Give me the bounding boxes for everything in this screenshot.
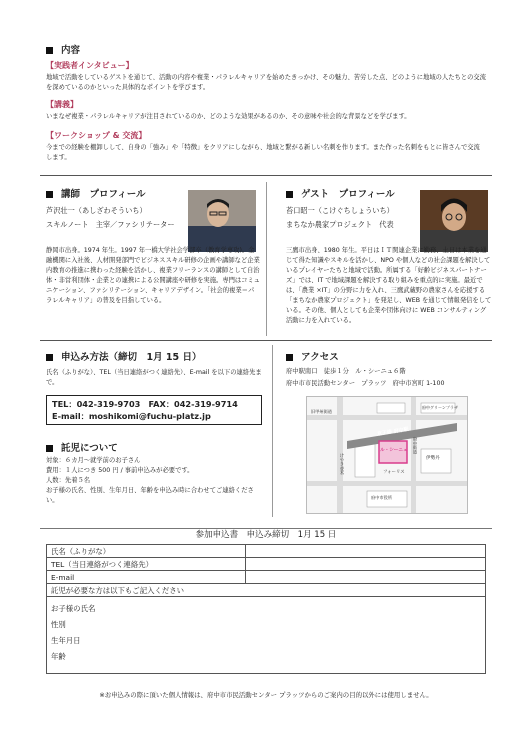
field-input-name[interactable] bbox=[246, 545, 486, 558]
email-address[interactable]: E-mail：moshikomi@fuchu-platz.jp bbox=[52, 411, 211, 421]
childcare-lines bbox=[46, 456, 262, 506]
childcare-capacity: 人数：先着５名 bbox=[46, 477, 91, 484]
guest-name: 苔口昭一（こけぐちしょういち） bbox=[286, 206, 394, 215]
map-isetan-label: 伊勢丹 bbox=[426, 456, 440, 461]
square-bullet-icon bbox=[46, 445, 53, 452]
lecturer-name: 芦沢壮一（あしざわそういち） bbox=[46, 206, 147, 215]
section-title-interview: 【実践者インタビュー】 bbox=[46, 61, 134, 70]
column-divider bbox=[272, 345, 273, 517]
map-keyaki-label: けやき並木 bbox=[339, 453, 344, 475]
guest-role: まちなか農家プロジェクト 代表 bbox=[286, 220, 394, 229]
child-birthday-label: 生年月日 bbox=[51, 636, 81, 645]
content-heading: 内容 bbox=[46, 42, 80, 56]
application-form bbox=[46, 544, 486, 674]
form-row-email bbox=[47, 571, 486, 584]
section-title-lecture: 【講義】 bbox=[46, 100, 78, 109]
square-bullet-icon bbox=[286, 354, 293, 361]
apply-text: 氏名（ふりがな）、TEL（当日連絡がつく連絡先）、E-mail を以下の連絡先まで。 bbox=[46, 369, 262, 386]
field-input-tel[interactable] bbox=[246, 558, 486, 571]
section-title-workshop: 【ワークショップ & 交流】 bbox=[46, 131, 147, 140]
guest-heading: ゲスト プロフィール bbox=[286, 186, 395, 200]
form-title: 参加申込書 申込み締切 1月 15 日 bbox=[0, 522, 532, 541]
square-bullet-icon bbox=[286, 191, 293, 198]
square-bullet-icon bbox=[46, 47, 53, 54]
divider bbox=[40, 340, 492, 341]
section-text-interview: 地域で活動をしているゲストを通じて、活動の内容や複業・パラレルキャリアを始めたきっかけ、その魅力、苦労した点、どのように地域の人たちとの交流を深めているのかといった具体的なポイントを学びます。 bbox=[46, 74, 486, 91]
childcare-target: 対象：６カ月～就学前のお子さん bbox=[46, 457, 141, 464]
square-bullet-icon bbox=[46, 354, 53, 361]
map-building-label: ル・シーニュ bbox=[380, 448, 408, 453]
apply-heading: 申込み方法（締切 1月 15 日） bbox=[46, 349, 201, 363]
contact-box bbox=[46, 395, 262, 425]
guest-photo bbox=[420, 190, 488, 252]
map-kyuko-label: 旧甲州街道 bbox=[311, 409, 332, 414]
form-row-name bbox=[47, 545, 486, 558]
access-line1: 府中駅南口 徒歩１分 ル・シーニュ６階 bbox=[286, 368, 406, 375]
section-text-workshop: 今までの経験を棚卸しして、自身の「強み」や「特徴」をクリアにしながら、地域と繋がる新しい名刺を作ります。また作った名刺をもとに皆さんで交流します。 bbox=[46, 144, 480, 161]
lecturer-photo bbox=[188, 190, 256, 252]
form-row-tel bbox=[47, 558, 486, 571]
field-label-name: 氏名（ふりがな） bbox=[47, 545, 246, 558]
child-name-label: お子様の氏名 bbox=[51, 604, 96, 613]
map-forest-label: フォーリス bbox=[383, 470, 405, 475]
square-bullet-icon bbox=[46, 191, 53, 198]
field-input-email[interactable] bbox=[246, 571, 486, 584]
childcare-fields-cell[interactable] bbox=[47, 597, 486, 674]
guest-bio: 三鷹市出身、1980 年生。平日はＩＴ関連企業に勤務、土日は本業を通じて得た知識やスキルを活かし、NPO や個人などの社会課題を解決しているプレイヤーたちと地域で活動。所属する「好齢ビジネスパートナーズ」では、IT で地域課題を解決する取り組みを重点的に実施。最近では、「農業 ×IT」の分野に力を入れ、三鷹武蔵野の農家さんを応援する「まちなか農家プロジェクト」を発足し、WEB を通じて情報発信をしている。その他、個人としても企業や団体向けに WEB コンサルティング活動に力を入れている。 bbox=[286, 247, 492, 324]
lecturer-role: スキルノート 主宰／ファシリテーター bbox=[46, 220, 175, 229]
child-age-label: 年齢 bbox=[51, 652, 66, 661]
map-fuchukaido-label: 府中街道 bbox=[413, 437, 418, 454]
guest-portrait-icon bbox=[420, 190, 488, 252]
field-label-email: E-mail bbox=[47, 571, 246, 584]
access-line2: 府中市市民活動センター プラッツ 府中市宮町 1-100 bbox=[286, 380, 445, 387]
map-koen-label: 府中グリーンプラザ bbox=[422, 405, 458, 410]
childcare-header: 託児が必要な方は以下もご記入ください bbox=[47, 584, 486, 597]
map-kokuryo-label: 府中市役所 bbox=[371, 495, 392, 500]
divider bbox=[40, 175, 492, 176]
child-gender-label: 性別 bbox=[51, 620, 66, 629]
form-row-childcare-header bbox=[47, 584, 486, 597]
childcare-fee: 費用：１人につき 500 円 / 事前申込みが必要です。 bbox=[46, 467, 194, 474]
access-heading: アクセス bbox=[286, 349, 339, 363]
lecturer-heading: 講師 プロフィール bbox=[46, 186, 146, 200]
privacy-footnote: ※お申込みの際に頂いた個人情報は、府中市市民活動センター プラッツからのご案内の目的以外には使用しません。 bbox=[99, 691, 433, 699]
section-text-lecture: いまなぜ複業・パラレルキャリアが注目されているのか、どのような効果があるのか、その意味や社会的な背景などを学びます。 bbox=[46, 113, 411, 120]
childcare-heading: 託児について bbox=[46, 440, 118, 454]
form-row-childcare-fields bbox=[47, 597, 486, 674]
lecturer-portrait-icon bbox=[188, 190, 256, 252]
field-label-tel: TEL（当日連絡がつく連絡先） bbox=[47, 558, 246, 571]
access-map bbox=[306, 396, 468, 514]
column-divider bbox=[266, 182, 267, 336]
lecturer-bio: 静岡市出身。1974 年生。1997 年一橋大学社会学部卒（教育学専攻)。金融機関に入社後、人材開発部門でビジネススキル研修の企画や講師など企業内教育の推進に携わった経験を活かし、複業フリーランスの講師として自治体・非営利団体・企業との連携による公開講座や研修を実施。専門はコミュニケーション、ファシリテーション、キャリアデザイン。「社会的複業＝パラレルキャリア」の普及を目指している。 bbox=[46, 247, 260, 304]
map-station-label: 京王線 府中駅 bbox=[376, 426, 410, 438]
childcare-note: お子様の氏名、性別、生年月日、年齢を申込み時に合わせてご連絡ください。 bbox=[46, 487, 254, 504]
tel-fax: TEL：042-319-9703 FAX：042-319-9714 bbox=[52, 399, 238, 409]
